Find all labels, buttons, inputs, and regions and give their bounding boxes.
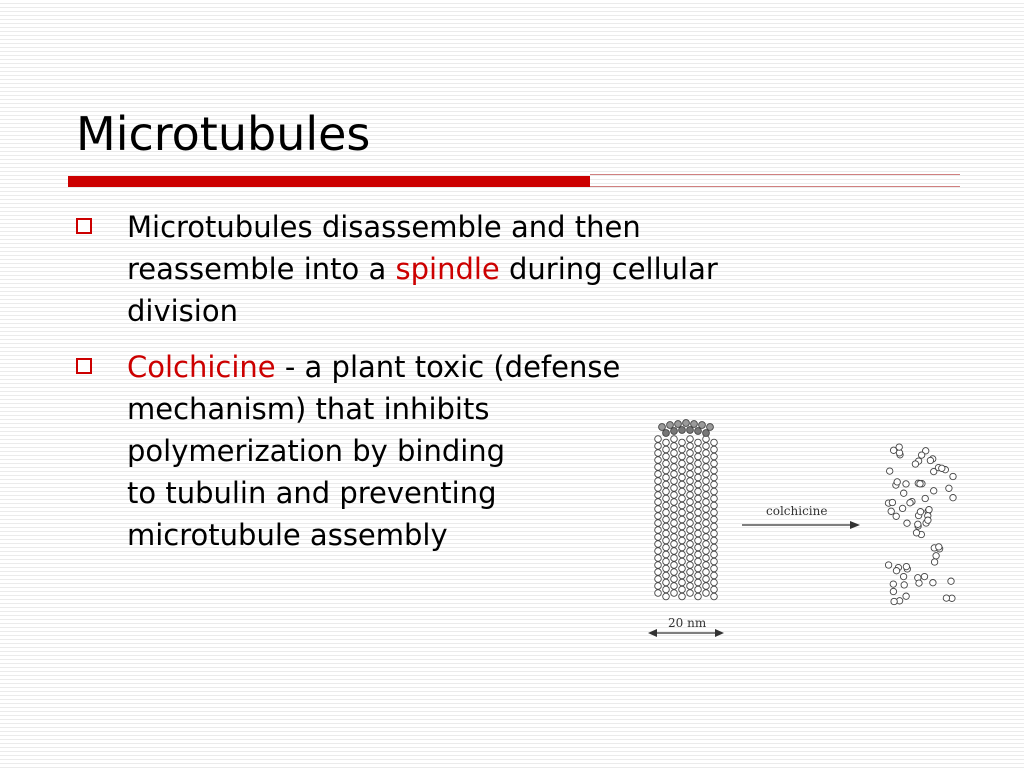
- tubulin-subunit: [655, 450, 662, 457]
- tubulin-subunit: [933, 553, 939, 559]
- tubulin-subunit: [687, 457, 694, 464]
- tubulin-subunit: [703, 478, 710, 485]
- tubulin-subunit: [663, 488, 670, 495]
- tubulin-subunit: [901, 490, 907, 496]
- tubulin-subunit: [901, 582, 907, 588]
- tubulin-subunit: [671, 478, 678, 485]
- tubulin-subunit: [655, 583, 662, 590]
- tubulin-subunit: [900, 573, 906, 579]
- tubulin-subunit: [703, 499, 710, 506]
- tubulin-subunit: [679, 593, 686, 600]
- tubulin-subunit: [679, 586, 686, 593]
- tubulin-subunit: [679, 551, 686, 558]
- tubulin-subunit: [679, 453, 686, 460]
- tubulin-subunit: [687, 499, 694, 506]
- bullet-2-line-2: mechanism) that inhibits: [127, 392, 490, 426]
- tubulin-subunit: [687, 520, 694, 527]
- bullet-2-line-1-end: - a plant toxic (defense: [275, 350, 621, 384]
- tubulin-subunit: [679, 565, 686, 572]
- tubulin-subunit: [703, 569, 710, 576]
- tubulin-subunit: [663, 453, 670, 460]
- tubulin-subunit: [663, 523, 670, 530]
- tubulin-subunit: [711, 551, 718, 558]
- tubulin-subunit: [711, 523, 718, 530]
- tubulin-subunit: [703, 576, 710, 583]
- tubulin-subunit: [948, 578, 954, 584]
- tubulin-subunit: [663, 446, 670, 453]
- tubulin-subunit: [887, 468, 893, 474]
- tubulin-subunit: [711, 537, 718, 544]
- tubulin-subunit: [711, 516, 718, 523]
- tubulin-subunit: [671, 534, 678, 541]
- tubulin-subunit: [655, 443, 662, 450]
- tubulin-subunit: [663, 565, 670, 572]
- tubulin-subunit: [903, 563, 909, 569]
- tubulin-subunit: [671, 485, 678, 492]
- tubulin-subunit: [703, 562, 710, 569]
- tubulin-subunit: [671, 471, 678, 478]
- tubulin-subunit: [687, 485, 694, 492]
- tubulin-subunit: [679, 474, 686, 481]
- tubulin-subunit: [890, 581, 896, 587]
- tubulin-subunit: [655, 471, 662, 478]
- bullet-1-line-2-end: during cellular: [499, 252, 718, 286]
- tubulin-subunit: [655, 527, 662, 534]
- tubulin-subunit: [663, 551, 670, 558]
- tubulin-subunit: [655, 590, 662, 597]
- tubulin-subunit: [703, 541, 710, 548]
- tubulin-subunit: [703, 583, 710, 590]
- tubulin-subunit: [703, 464, 710, 471]
- tubulin-subunit: [885, 562, 891, 568]
- tubulin-subunit: [703, 534, 710, 541]
- tubulin-subunit: [703, 506, 710, 513]
- tubulin-subunit: [655, 499, 662, 506]
- tubulin-subunit: [703, 513, 710, 520]
- tubulin-subunit: [899, 505, 905, 511]
- tubulin-subunit: [671, 457, 678, 464]
- bullet-1-line-3: division: [127, 294, 238, 328]
- tubulin-subunit: [671, 555, 678, 562]
- tubulin-subunit: [655, 506, 662, 513]
- tubulin-subunit: [889, 499, 895, 505]
- tubulin-subunit: [903, 481, 909, 487]
- tubulin-subunit: [655, 541, 662, 548]
- tubulin-subunit: [695, 460, 702, 467]
- tubulin-subunit: [695, 572, 702, 579]
- tubulin-subunit: [687, 464, 694, 471]
- tubulin-subunit: [671, 506, 678, 513]
- tubulin-subunit: [695, 551, 702, 558]
- tubulin-subunit: [711, 439, 718, 446]
- tubulin-subunit: [655, 576, 662, 583]
- tubulin-subunit: [679, 460, 686, 467]
- tubulin-subunit: [711, 481, 718, 488]
- tubulin-subunit: [679, 502, 686, 509]
- tubulin-subunit: [655, 569, 662, 576]
- slide-title: Microtubules: [76, 107, 371, 161]
- tubulin-subunit: [917, 481, 923, 487]
- tubulin-subunit: [695, 530, 702, 537]
- tubulin-subunit: [711, 593, 718, 600]
- tubulin-subunit: [683, 420, 690, 427]
- tubulin-subunit: [663, 460, 670, 467]
- tubulin-subunit: [687, 443, 694, 450]
- bullet-2-line-4: to tubulin and preventing: [127, 476, 497, 510]
- tubulin-subunit: [946, 485, 952, 491]
- tubulin-subunit: [679, 488, 686, 495]
- colchicine-highlight: Colchicine: [127, 350, 276, 384]
- tubulin-subunit: [711, 460, 718, 467]
- tubulin-subunit: [907, 500, 913, 506]
- tubulin-subunit: [655, 464, 662, 471]
- tubulin-subunit: [703, 492, 710, 499]
- tubulin-subunit: [699, 422, 706, 429]
- tubulin-subunit: [671, 443, 678, 450]
- tubulin-subunit: [703, 590, 710, 597]
- microtubule-colchicine-figure: [630, 405, 970, 655]
- bullet-1-line-2-start: reassemble into a: [127, 252, 396, 286]
- tubulin-subunit: [671, 576, 678, 583]
- tubulin-subunit: [671, 590, 678, 597]
- tubulin-subunit: [687, 427, 694, 434]
- tubulin-subunit: [663, 579, 670, 586]
- tubulin-subunit: [927, 457, 933, 463]
- tubulin-subunit: [663, 593, 670, 600]
- tubulin-subunit: [671, 436, 678, 443]
- tubulin-subunit: [679, 544, 686, 551]
- tubulin-subunit: [936, 544, 942, 550]
- tubulin-subunit: [687, 569, 694, 576]
- tubulin-subunit: [711, 502, 718, 509]
- tubulin-subunit: [655, 436, 662, 443]
- tubulin-subunit: [695, 586, 702, 593]
- tubulin-subunit: [687, 555, 694, 562]
- tubulin-subunit: [711, 530, 718, 537]
- tubulin-subunit: [711, 467, 718, 474]
- tubulin-subunit: [711, 509, 718, 516]
- bullet-item-1: [76, 206, 718, 332]
- tubulin-subunit: [695, 565, 702, 572]
- tubulin-subunit: [671, 527, 678, 534]
- tubulin-subunit: [655, 562, 662, 569]
- spindle-highlight: spindle: [395, 252, 500, 286]
- tubulin-subunit: [687, 590, 694, 597]
- tubulin-subunit: [663, 572, 670, 579]
- tubulin-subunit: [671, 492, 678, 499]
- tubulin-subunit: [679, 509, 686, 516]
- tubulin-subunit: [679, 467, 686, 474]
- tubulin-subunit: [891, 598, 897, 604]
- tubulin-subunit: [695, 453, 702, 460]
- tubulin-subunit: [663, 586, 670, 593]
- tubulin-subunit: [703, 450, 710, 457]
- tubulin-subunit: [663, 502, 670, 509]
- tubulin-subunit: [655, 555, 662, 562]
- title-underline-thin-top: [590, 174, 960, 175]
- tubulin-subunit: [679, 446, 686, 453]
- tubulin-subunit: [679, 558, 686, 565]
- square-bullet-icon: [76, 358, 92, 374]
- tubulin-subunit: [711, 579, 718, 586]
- dispersed-tubulin-illustration: [885, 444, 956, 605]
- tubulin-subunit: [655, 520, 662, 527]
- tubulin-subunit: [695, 502, 702, 509]
- tubulin-subunit: [671, 499, 678, 506]
- tubulin-subunit: [931, 488, 937, 494]
- tubulin-subunit: [939, 465, 945, 471]
- tubulin-subunit: [703, 430, 710, 437]
- bullet-2-line-1: [127, 346, 620, 388]
- tubulin-subunit: [930, 580, 936, 586]
- tubulin-subunit: [711, 565, 718, 572]
- tubulin-subunit: [663, 481, 670, 488]
- tubulin-subunit: [663, 467, 670, 474]
- tubulin-subunit: [695, 446, 702, 453]
- tubulin-subunit: [703, 443, 710, 450]
- tubulin-subunit: [687, 471, 694, 478]
- bullet-2-line-5: microtubule assembly: [127, 518, 448, 552]
- tubulin-subunit: [703, 527, 710, 534]
- tubulin-subunit: [711, 544, 718, 551]
- tubulin-subunit: [921, 573, 927, 579]
- tubulin-subunit: [667, 422, 674, 429]
- tubulin-subunit: [679, 530, 686, 537]
- tubulin-subunit: [896, 444, 902, 450]
- tubulin-subunit: [663, 537, 670, 544]
- tubulin-subunit: [703, 485, 710, 492]
- tubulin-subunit: [675, 421, 682, 428]
- bullet-1-line-1: Microtubules disassemble and then: [127, 210, 641, 244]
- tubulin-subunit: [707, 424, 714, 431]
- tubulin-subunit: [695, 439, 702, 446]
- tubulin-subunit: [663, 516, 670, 523]
- tubulin-subunit: [687, 534, 694, 541]
- tubulin-subunit: [711, 446, 718, 453]
- tubulin-subunit: [687, 492, 694, 499]
- tubulin-subunit: [695, 558, 702, 565]
- tubulin-subunit: [655, 492, 662, 499]
- tubulin-subunit: [671, 464, 678, 471]
- tubulin-subunit: [671, 569, 678, 576]
- tubulin-subunit: [671, 428, 678, 435]
- tubulin-subunit: [663, 495, 670, 502]
- tubulin-subunit: [679, 516, 686, 523]
- tubulin-subunit: [888, 508, 894, 514]
- tubulin-subunit: [950, 495, 956, 501]
- width-scale-label: 20 nm: [668, 616, 707, 630]
- tubulin-subunit: [679, 439, 686, 446]
- tubulin-subunit: [671, 548, 678, 555]
- tubulin-subunit: [703, 555, 710, 562]
- tubulin-subunit: [695, 579, 702, 586]
- title-underline-thick: [68, 176, 590, 187]
- tubulin-subunit: [679, 537, 686, 544]
- tubulin-subunit: [695, 509, 702, 516]
- tubulin-subunit: [687, 527, 694, 534]
- tubulin-subunit: [695, 495, 702, 502]
- tubulin-subunit: [687, 548, 694, 555]
- tubulin-subunit: [687, 583, 694, 590]
- tubulin-subunit: [679, 579, 686, 586]
- tubulin-subunit: [671, 513, 678, 520]
- tubulin-subunit: [912, 461, 918, 467]
- tubulin-subunit: [926, 507, 932, 513]
- tubulin-subunit: [671, 541, 678, 548]
- tubulin-subunit: [663, 430, 670, 437]
- tubulin-subunit: [695, 467, 702, 474]
- tubulin-subunit: [711, 474, 718, 481]
- tubulin-subunit: [711, 572, 718, 579]
- tubulin-subunit: [695, 593, 702, 600]
- bullet-item-2: [76, 346, 620, 556]
- tubulin-subunit: [687, 506, 694, 513]
- tubulin-subunit: [903, 593, 909, 599]
- tubulin-subunit: [703, 471, 710, 478]
- tubulin-subunit: [931, 559, 937, 565]
- tubulin-subunit: [922, 495, 928, 501]
- tubulin-subunit: [671, 450, 678, 457]
- bullet-2-line-3: polymerization by binding: [127, 434, 506, 468]
- tubulin-subunit: [703, 548, 710, 555]
- tubulin-subunit: [679, 523, 686, 530]
- tubulin-subunit: [655, 457, 662, 464]
- bullet-text-2: [127, 346, 620, 556]
- tubulin-subunit: [913, 530, 919, 536]
- tubulin-subunit: [687, 541, 694, 548]
- tubulin-subunit: [687, 562, 694, 569]
- tubulin-subunit: [691, 421, 698, 428]
- width-scale-bar: [648, 616, 724, 637]
- tubulin-subunit: [671, 520, 678, 527]
- tubulin-subunit: [695, 488, 702, 495]
- tubulin-subunit: [695, 516, 702, 523]
- tubulin-subunit: [695, 428, 702, 435]
- tubulin-subunit: [655, 513, 662, 520]
- bullet-text-1: [127, 206, 718, 332]
- tubulin-subunit: [655, 485, 662, 492]
- tubulin-subunit: [893, 568, 899, 574]
- tubulin-subunit: [916, 580, 922, 586]
- tubulin-subunit: [950, 473, 956, 479]
- tubulin-subunit: [655, 478, 662, 485]
- tubulin-subunit: [671, 583, 678, 590]
- tubulin-subunit: [663, 558, 670, 565]
- tubulin-subunit: [894, 479, 900, 485]
- tubulin-subunit: [711, 453, 718, 460]
- tubulin-subunit: [703, 520, 710, 527]
- tubulin-subunit: [893, 513, 899, 519]
- tubulin-subunit: [925, 517, 931, 523]
- tubulin-subunit: [711, 586, 718, 593]
- tubulin-subunit: [655, 534, 662, 541]
- tubulin-subunit: [663, 544, 670, 551]
- tubulin-subunit: [695, 474, 702, 481]
- tubulin-subunit: [687, 576, 694, 583]
- title-underline-thin-bottom: [590, 186, 960, 187]
- tubulin-subunit: [655, 548, 662, 555]
- tubulin-subunit: [918, 452, 924, 458]
- tubulin-subunit: [943, 595, 949, 601]
- tubulin-subunit: [679, 481, 686, 488]
- tubulin-subunit: [695, 537, 702, 544]
- tubulin-subunit: [687, 478, 694, 485]
- square-bullet-icon: [76, 218, 92, 234]
- tubulin-subunit: [904, 520, 910, 526]
- tubulin-subunit: [711, 488, 718, 495]
- colchicine-arrow: [742, 504, 860, 529]
- tubulin-subunit: [671, 562, 678, 569]
- tubulin-subunit: [915, 521, 921, 527]
- colchicine-arrow-label: colchicine: [766, 504, 828, 518]
- tubulin-subunit: [679, 495, 686, 502]
- tubulin-subunit: [695, 481, 702, 488]
- tubulin-subunit: [663, 509, 670, 516]
- tubulin-subunit: [890, 588, 896, 594]
- tubulin-subunit: [695, 544, 702, 551]
- tubulin-subunit: [711, 495, 718, 502]
- tubulin-subunit: [659, 424, 666, 431]
- tubulin-subunit: [687, 436, 694, 443]
- tubulin-subunit: [663, 439, 670, 446]
- tubulin-subunit: [711, 558, 718, 565]
- tubulin-subunit: [687, 450, 694, 457]
- microtubule-cylinder-illustration: [655, 420, 718, 600]
- tubulin-subunit: [679, 427, 686, 434]
- tubulin-subunit: [917, 509, 923, 515]
- tubulin-subunit: [703, 457, 710, 464]
- tubulin-subunit: [663, 530, 670, 537]
- tubulin-subunit: [663, 474, 670, 481]
- bullet-1-line-2: [127, 248, 718, 290]
- tubulin-subunit: [679, 572, 686, 579]
- tubulin-subunit: [687, 513, 694, 520]
- tubulin-subunit: [695, 523, 702, 530]
